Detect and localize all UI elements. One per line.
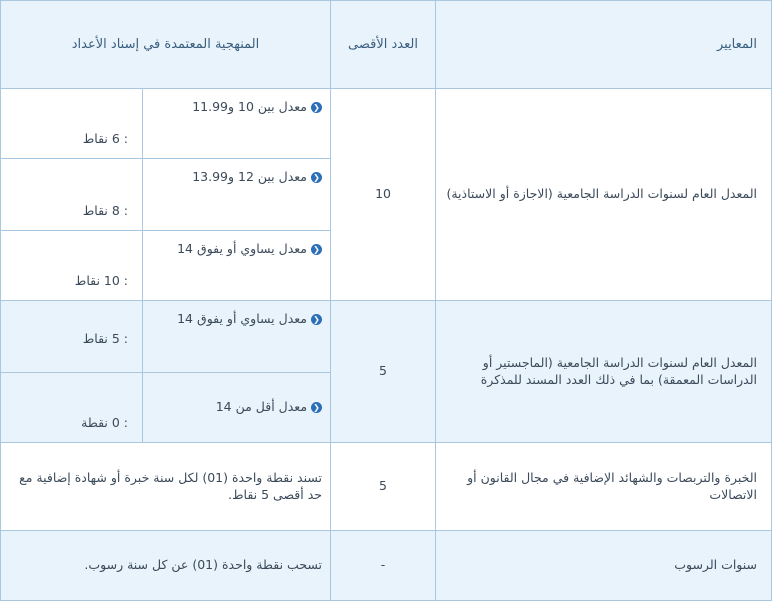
sub-desc-text: معدل يساوي أو يفوق 14 [177,311,308,326]
criterion-cell: الخبرة والتربصات والشهائد الإضافية في مجال القانون أو الاتصالات [436,443,772,531]
max-cell: - [331,531,436,601]
sub-desc-cell [143,159,331,231]
sub-points-cell: : 0 نقطة [1,373,143,443]
sub-points-cell: : 6 نقاط [1,89,143,159]
max-cell: 5 [331,443,436,531]
chevron-left-circle-icon: ❮ [311,172,322,183]
max-cell: 10 [331,89,436,301]
header-row [1,1,772,89]
method-cell: تسند نقطة واحدة (01) لكل سنة خبرة أو شهادة إضافية مع حد أقصى 5 نقاط. [1,443,331,531]
sub-desc-cell [143,89,331,159]
sub-desc-cell [143,231,331,301]
header-method: المنهجية المعتمدة في إسناد الأعداد [1,1,331,89]
criterion-cell: سنوات الرسوب [436,531,772,601]
table-row [1,89,772,159]
chevron-left-circle-icon: ❮ [311,314,322,325]
sub-desc-cell [143,301,331,373]
sub-desc-text: معدل أقل من 14 [215,399,308,415]
chevron-left-circle-icon: ❮ [311,402,322,413]
criterion-cell: المعدل العام لسنوات الدراسة الجامعية (الماجستير أو الدراسات المعمقة) بما في ذلك العدد المسند للمذكرة [436,301,772,443]
method-cell: تسحب نقطة واحدة (01) عن كل سنة رسوب. [1,531,331,601]
table-row [1,531,772,601]
sub-desc-text: معدل بين 10 و11.99 [192,99,308,114]
max-cell: 5 [331,301,436,443]
table-row [1,443,772,531]
table-row [1,301,772,373]
sub-desc-text: معدل يساوي أو يفوق 14 [177,241,308,256]
criterion-cell: المعدل العام لسنوات الدراسة الجامعية (الاجازة أو الاستاذية) [436,89,772,301]
chevron-left-circle-icon: ❮ [311,102,322,113]
sub-desc-text: معدل بين 12 و13.99 [192,169,308,184]
header-max: العدد الأقصى [331,1,436,89]
sub-points-cell: : 5 نقاط [1,301,143,373]
chevron-left-circle-icon: ❮ [311,244,322,255]
sub-points-cell: : 8 نقاط [1,159,143,231]
sub-points-cell: : 10 نقاط [1,231,143,301]
sub-desc-cell [143,373,331,443]
header-criteria: المعايير [436,1,772,89]
